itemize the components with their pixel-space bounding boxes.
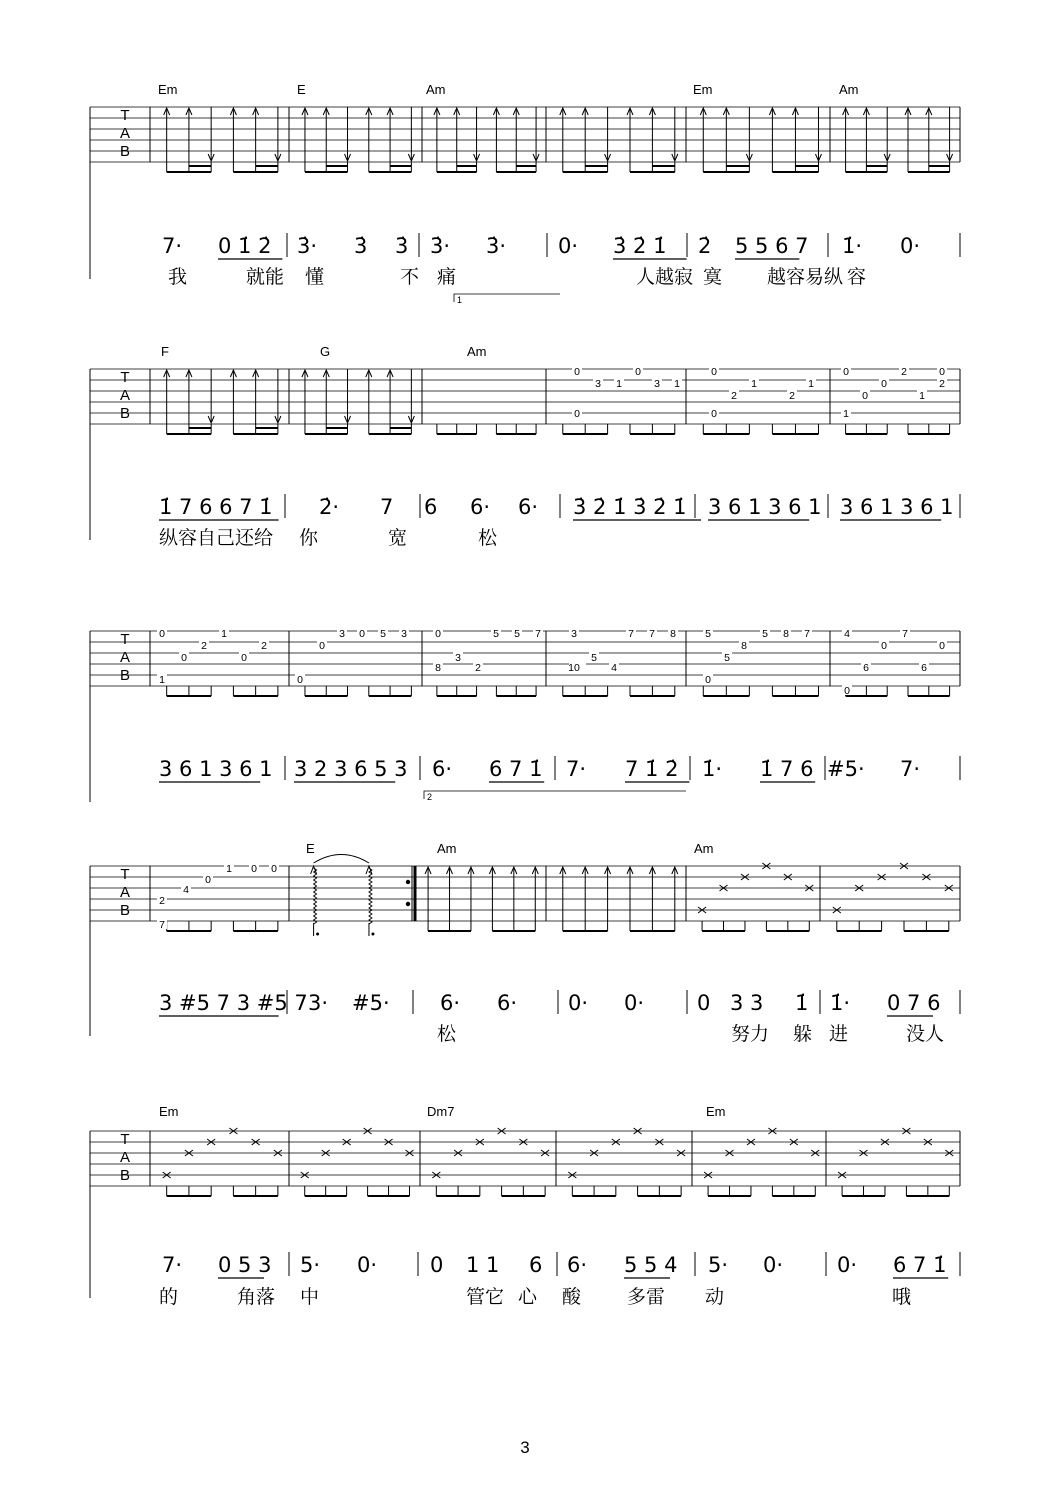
fret-number: 0: [939, 640, 945, 652]
jianpu-note: 6·: [567, 1253, 588, 1277]
jianpu-note: 6·: [432, 757, 453, 781]
tab-clef-t: T: [120, 631, 130, 648]
fret-number: 0: [939, 366, 945, 378]
lyric: 纵容自己还给: [159, 527, 274, 549]
tab-clef-a: A: [119, 649, 131, 666]
fret-number: 2: [261, 640, 267, 652]
fret-number: 0: [297, 674, 303, 686]
chord-name: Em: [706, 1104, 726, 1119]
jianpu-note: 0·: [837, 1253, 858, 1277]
fret-number: 0: [574, 366, 580, 378]
jianpu-note: 1̇·: [830, 991, 851, 1015]
fret-number: 0: [205, 874, 211, 886]
tab-clef-b: B: [119, 1167, 131, 1184]
system-2: [90, 344, 960, 549]
fret-number: 4: [844, 628, 850, 640]
fret-number: 5: [724, 652, 730, 664]
page-number: 3: [520, 1438, 530, 1457]
jianpu-note: 1̇ 7 6: [760, 757, 814, 781]
chord-name: Am: [839, 82, 859, 97]
lyric: 越容易纵: [767, 266, 844, 288]
fret-number: 0: [241, 652, 247, 664]
jianpu-note: 0 1̇ 2̇: [218, 234, 272, 258]
chord-name: Em: [159, 1104, 179, 1119]
lyric: 寞: [703, 266, 723, 288]
jianpu-note: 3̇·: [297, 234, 318, 258]
jianpu-note: 7·: [900, 757, 921, 781]
system-3: [90, 627, 960, 802]
jianpu-note: 6: [424, 495, 438, 519]
fret-number: 10: [568, 662, 580, 674]
fret-number: 7: [649, 628, 655, 640]
fret-number: 7: [902, 628, 908, 640]
tab-clef-b: B: [119, 143, 131, 160]
fret-number: 2: [159, 895, 165, 907]
tab-clef-t: T: [120, 866, 130, 883]
jianpu-note: 6·: [440, 991, 461, 1015]
volta-number: 2: [427, 792, 433, 802]
chord-name: Am: [694, 841, 714, 856]
fret-number: 8: [670, 628, 676, 640]
jianpu-note: 3·: [308, 991, 329, 1015]
fret-number: 7: [159, 919, 165, 931]
lyric: 人越寂: [636, 266, 694, 288]
lyric: 酸: [562, 1286, 582, 1308]
jianpu-note: 5·: [300, 1253, 321, 1277]
fret-number: 3: [401, 628, 407, 640]
fret-number: 3: [654, 378, 660, 390]
fret-number: 3: [455, 652, 461, 664]
jianpu-note: 3̇: [395, 234, 409, 258]
lyric: 松: [437, 1023, 457, 1045]
jianpu-note: 0·: [568, 991, 589, 1015]
system-5: [90, 1104, 960, 1308]
fret-number: 3: [339, 628, 345, 640]
fret-number: 1: [674, 378, 680, 390]
fret-number: 0: [635, 366, 641, 378]
fret-number: 3: [571, 628, 577, 640]
jianpu-note: 5·: [708, 1253, 729, 1277]
fret-number: 0: [359, 628, 365, 640]
jianpu-note: 5 5 6 7: [735, 234, 809, 258]
jianpu-note: 5 5 4: [624, 1253, 678, 1277]
fret-number: 7: [535, 628, 541, 640]
tab-clef-b: B: [119, 405, 131, 422]
jianpu-note: 3̇·: [486, 234, 507, 258]
fret-number: 3: [595, 378, 601, 390]
lyric: 努力: [731, 1023, 770, 1045]
fret-number: 0: [881, 640, 887, 652]
fret-number: 1: [751, 378, 757, 390]
jianpu-note: 1̇ 7 6 6 7 1̇: [159, 495, 273, 519]
tab-clef-a: A: [119, 125, 131, 142]
jianpu-note: 3 6 1 3 6 1: [840, 495, 954, 519]
dot: [371, 933, 374, 936]
tab-clef-t: T: [120, 1131, 130, 1148]
jianpu-note: 3̇ 2̇ 1̇ 3̇ 2̇ 1̇: [573, 495, 687, 519]
jianpu-note: 0·: [624, 991, 645, 1015]
lyric: 管它: [466, 1286, 505, 1308]
lyric: 不: [400, 266, 420, 288]
chord-name: Em: [693, 82, 713, 97]
volta-bracket: [424, 791, 686, 799]
lyric: 宽: [388, 527, 408, 549]
fret-number: 0: [711, 408, 717, 420]
jianpu-note: 1̇·: [702, 757, 723, 781]
tab-clef-a: A: [119, 1149, 131, 1166]
lyric: 中: [300, 1286, 320, 1308]
jianpu-note: 3 6 1 3 6 1: [159, 757, 273, 781]
fret-number: 0: [574, 408, 580, 420]
fret-number: 0: [862, 390, 868, 402]
fret-number: 0: [159, 628, 165, 640]
lyric: 的: [159, 1286, 179, 1308]
jianpu-note: 3̇ 2̇ 1̇: [613, 234, 667, 258]
lyric: 容: [847, 266, 867, 288]
fret-number: 5: [493, 628, 499, 640]
jianpu-note: 7·: [566, 757, 587, 781]
jianpu-note: 0 5 3: [218, 1253, 272, 1277]
chord-name: Am: [467, 344, 487, 359]
jianpu-note: 6 7 1̇: [893, 1253, 947, 1277]
jianpu-note: 2̇: [698, 234, 712, 258]
fret-number: 0: [881, 378, 887, 390]
chord-name: Dm7: [427, 1104, 455, 1119]
fret-number: 5: [705, 628, 711, 640]
jianpu-note: 7·: [162, 1253, 183, 1277]
repeat-dot: [406, 880, 410, 884]
arrow-head-icon: [311, 866, 317, 874]
lyric: 心: [518, 1286, 538, 1308]
jianpu-note: 3 2 3 6 5 3: [294, 757, 408, 781]
jianpu-note: 1̇: [795, 991, 809, 1015]
fret-number: 5: [591, 652, 597, 664]
lyric: 哦: [892, 1286, 912, 1308]
fret-number: 1: [159, 674, 165, 686]
fret-number: 2: [201, 640, 207, 652]
jianpu-note: 3̇·: [430, 234, 451, 258]
chord-name: F: [161, 344, 169, 359]
chord-name: E: [306, 841, 315, 856]
jianpu-note: 7·: [162, 234, 183, 258]
fret-number: 0: [319, 640, 325, 652]
jianpu-note: 1 1: [466, 1253, 500, 1277]
fret-number: 0: [251, 863, 257, 875]
lyric: 没人: [906, 1023, 945, 1045]
arrow-head-icon: [366, 866, 372, 874]
jianpu-note: 6·: [518, 495, 539, 519]
jianpu-note: #5·: [827, 757, 865, 781]
chord-name: Em: [158, 82, 178, 97]
fret-number: 1: [226, 863, 232, 875]
tab-clef-b: B: [119, 902, 131, 919]
jianpu-note: 0·: [558, 234, 579, 258]
fret-number: 2: [901, 366, 907, 378]
fret-number: 2: [731, 390, 737, 402]
fret-number: 0: [711, 366, 717, 378]
fret-number: 8: [741, 640, 747, 652]
lyric: 你: [299, 527, 319, 549]
lyric: 懂: [305, 266, 325, 288]
jianpu-note: 3 6 1 3 6 1: [708, 495, 822, 519]
lyric: 进: [829, 1023, 849, 1045]
repeat-dot: [406, 902, 410, 906]
jianpu-note: 0·: [900, 234, 921, 258]
fret-number: 1: [919, 390, 925, 402]
lyric: 多雷: [627, 1286, 666, 1308]
arpeggio-icon: [369, 868, 372, 924]
fret-number: 1: [221, 628, 227, 640]
lyric: 我: [168, 266, 188, 288]
fret-number: 8: [435, 662, 441, 674]
fret-number: 6: [863, 662, 869, 674]
jianpu-note: 6·: [470, 495, 491, 519]
fret-number: 5: [380, 628, 386, 640]
fret-number: 2: [789, 390, 795, 402]
tab-clef-a: A: [119, 884, 131, 901]
jianpu-note: 0: [697, 991, 711, 1015]
jianpu-note: 0: [430, 1253, 444, 1277]
lyric: 角落: [237, 1286, 276, 1308]
jianpu-note: 6 7 1̇: [489, 757, 543, 781]
fret-number: 2: [475, 662, 481, 674]
arpeggio-icon: [314, 868, 317, 924]
jianpu-note: 2̇·: [319, 495, 340, 519]
fret-number: 0: [181, 652, 187, 664]
chord-name: E: [297, 82, 306, 97]
jianpu-note: 7: [380, 495, 394, 519]
lyric: 躲: [793, 1023, 813, 1045]
lyric: 痛: [437, 266, 457, 288]
fret-number: 7: [628, 628, 634, 640]
fret-number: 0: [271, 863, 277, 875]
dot: [316, 933, 319, 936]
fret-number: 0: [843, 366, 849, 378]
jianpu-note: 0 7 6: [887, 991, 941, 1015]
tab-clef-t: T: [120, 369, 130, 386]
fret-number: 7: [804, 628, 810, 640]
lyric: 就能: [246, 266, 285, 288]
fret-number: 5: [514, 628, 520, 640]
tab-clef-t: T: [120, 107, 130, 124]
chord-name: Am: [437, 841, 457, 856]
jianpu-note: 6·: [497, 991, 518, 1015]
fret-number: 1: [616, 378, 622, 390]
fret-number: 5: [762, 628, 768, 640]
lyric: 动: [705, 1286, 725, 1308]
fret-number: 2: [939, 378, 945, 390]
volta-number: 1: [457, 295, 463, 305]
fret-number: 6: [921, 662, 927, 674]
jianpu-note: 3 3: [730, 991, 764, 1015]
tie: [314, 855, 369, 864]
chord-name: G: [320, 344, 331, 359]
fret-number: 1: [808, 378, 814, 390]
chord-name: Am: [426, 82, 446, 97]
jianpu-note: 0·: [763, 1253, 784, 1277]
fret-number: 0: [844, 685, 850, 697]
jianpu-note: 6: [529, 1253, 543, 1277]
system-1: [90, 82, 960, 305]
lyric: 松: [478, 527, 498, 549]
jianpu-note: 3̇: [354, 234, 368, 258]
jianpu-note: 7 1̇ 2̇: [625, 757, 679, 781]
volta-bracket: [454, 294, 560, 302]
jianpu-note: 3 #5 7 3 #5 7: [159, 991, 308, 1015]
fret-number: 4: [611, 662, 617, 674]
fret-number: 4: [183, 884, 189, 896]
fret-number: 8: [783, 628, 789, 640]
fret-number: 1: [843, 408, 849, 420]
jianpu-note: #5·: [352, 991, 390, 1015]
fret-number: 0: [435, 628, 441, 640]
system-4: [90, 841, 960, 1045]
tab-clef-a: A: [119, 387, 131, 404]
jianpu-note: 0·: [357, 1253, 378, 1277]
tab-clef-b: B: [119, 667, 131, 684]
jianpu-note: 1̇·: [842, 234, 863, 258]
fret-number: 0: [705, 674, 711, 686]
